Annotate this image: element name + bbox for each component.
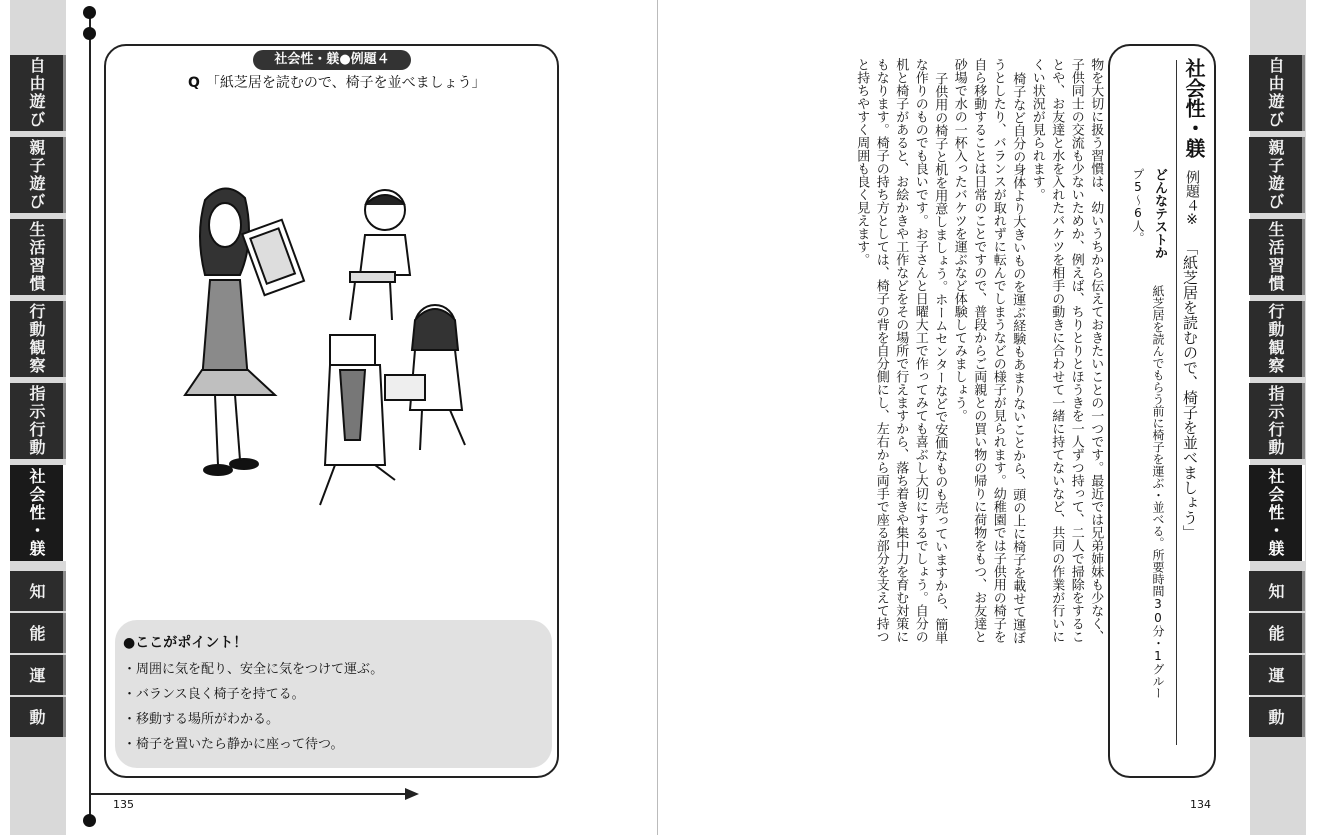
- side-tab[interactable]: 生活習慣: [10, 219, 66, 295]
- side-tab[interactable]: 自由遊び: [10, 55, 66, 131]
- example-title: 「紙芝居を読むので、椅子を並べましょう」: [1181, 240, 1199, 540]
- example-label: 社会性・躾●例題４: [253, 50, 411, 70]
- side-tab[interactable]: 動: [1249, 697, 1305, 737]
- title-rule: [1176, 60, 1177, 745]
- margin-dot: [83, 6, 96, 19]
- side-tab[interactable]: 親子遊び: [1249, 137, 1305, 213]
- illustration: [180, 180, 500, 520]
- margin-dot: [83, 814, 96, 827]
- body-line: 机と椅子があると、お絵かきや工作などをその場所で行えますから、落ち着きや集中力を育む対策に: [893, 58, 909, 643]
- point-item: ・周囲に気を配り、安全に気をつけて運ぶ。: [123, 662, 384, 677]
- side-tab[interactable]: 自由遊び: [1249, 55, 1305, 131]
- right-page: [657, 0, 1318, 835]
- question-line: [188, 72, 486, 92]
- body-line: 物を大切に扱う習慣は、幼いうちから伝えておきたいことの一つです。最近では兄弟姉妹も少なく、: [1088, 58, 1104, 643]
- side-tab[interactable]: 動: [10, 697, 66, 737]
- body-line: 子供用の椅子と机を用意しましょう。ホームセンターなどで安価なものも売っていますから、簡単: [932, 72, 948, 644]
- side-tab[interactable]: 指示行動: [10, 383, 66, 459]
- point-item: ・椅子を置いたら静かに座って待つ。: [123, 737, 344, 752]
- body-line: うとしたり、バランスが取れずに転んでしまうなどの様子が見られます。幼稚園では子供用の椅子を: [990, 58, 1006, 643]
- side-tab[interactable]: 行動観察: [1249, 301, 1305, 377]
- footer-arrow-line: [90, 793, 410, 795]
- child-figure: [350, 190, 410, 320]
- left-margin-line: [89, 10, 91, 820]
- side-tab[interactable]: 社会性・躾: [1249, 465, 1305, 561]
- side-tab[interactable]: 知: [10, 571, 66, 611]
- child-figure: [385, 305, 465, 450]
- teacher-figure: [185, 188, 304, 475]
- side-tab[interactable]: 運: [10, 655, 66, 695]
- page-number: 134: [1190, 798, 1211, 811]
- side-tab[interactable]: 知: [1249, 571, 1305, 611]
- category-heading: 社会性・躾: [1182, 58, 1206, 158]
- example-number: 例題４※: [1184, 170, 1200, 228]
- test-description: 紙芝居を読んでもらう前に椅子を運ぶ・並べる。所要時間30分・1グルー: [1151, 285, 1165, 699]
- body-line: くい状況が見られます。: [1029, 58, 1045, 201]
- point-item: ・バランス良く椅子を持てる。: [123, 687, 305, 702]
- question-mark: Q: [188, 75, 200, 91]
- test-label: どんなテストか: [1152, 168, 1167, 259]
- body-line: 自ら移動することは日常のことですので、普段からご両親との買い物の帰りに荷物をもつ、お友達と: [971, 58, 987, 643]
- child-figure: [320, 335, 395, 505]
- side-tab[interactable]: 指示行動: [1249, 383, 1305, 459]
- side-tab[interactable]: 行動観察: [10, 301, 66, 377]
- body-line: もなります。椅子の持ち方としては、椅子の背を自分側にし、左右から両手で座る部分を支えて持つ: [873, 58, 889, 643]
- body-line: 砂場で水の一杯入ったバケツを運ぶなど体験してみましょう。: [951, 58, 967, 422]
- side-tab[interactable]: 能: [1249, 613, 1305, 653]
- arrow-head-icon: [405, 788, 419, 800]
- margin-dot: [83, 27, 96, 40]
- side-tab[interactable]: 生活習慣: [1249, 219, 1305, 295]
- side-tab[interactable]: 親子遊び: [10, 137, 66, 213]
- side-tab[interactable]: 運: [1249, 655, 1305, 695]
- question-text: 「紙芝居を読むので、椅子を並べましょう」: [205, 75, 486, 91]
- point-title: ●ここがポイント！: [123, 635, 248, 651]
- point-item: ・移動する場所がわかる。: [123, 712, 280, 727]
- body-line: な作りのものでも良いです。お子さんと日曜大工で作ってみても喜ぶし大切にするでしょう。自分の: [912, 58, 928, 643]
- side-tab[interactable]: 能: [10, 613, 66, 653]
- side-tab[interactable]: 社会性・躾: [10, 465, 66, 561]
- body-line: 椅子など自分の身体より大きいものを運ぶ経験もあまりないことから、頭の上に椅子を載せて運ぼ: [1010, 72, 1026, 644]
- body-line: 子供同士の交流も少ないためか、例えば、ちりとりとほうきを一人ずつ持って、二人で掃除をするこ: [1068, 58, 1084, 643]
- test-description: プ5～6人。: [1131, 168, 1145, 244]
- body-line: と持ちやすく周囲も良く見えます。: [854, 58, 870, 266]
- body-line: とや、お友達と水を入れたバケツを相手の動きに合わせて一緒に持てないなど、共同の作業が行いに: [1049, 58, 1065, 643]
- page-number: 135: [113, 798, 134, 811]
